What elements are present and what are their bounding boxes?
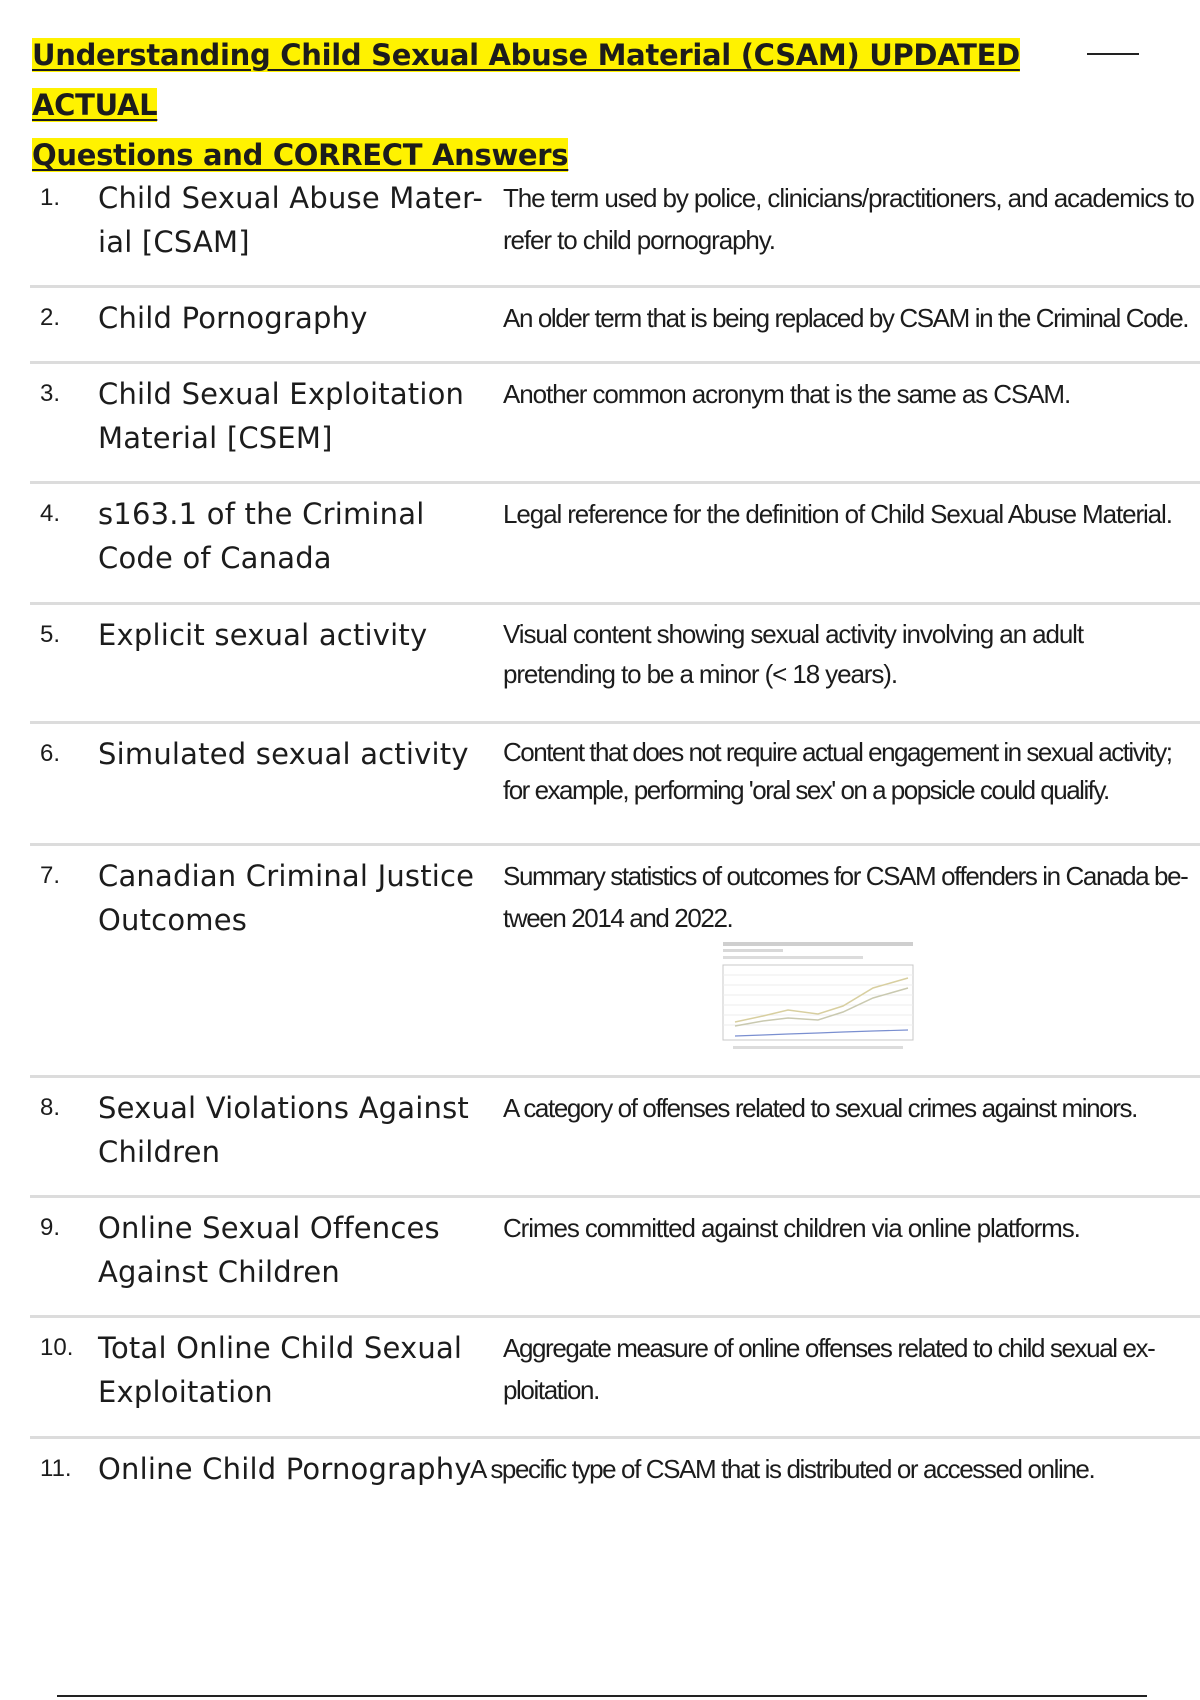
item-number: 9. (40, 1214, 61, 1241)
thumbnail-caption-block (723, 942, 913, 946)
thumbnail-plot-frame (723, 965, 913, 1040)
item-term: Total Online Child Sexual Exploitation (98, 1331, 463, 1409)
item-term: Child Sexual Abuse Mater-ial [CSAM] (98, 181, 484, 259)
thumbnail-legend-block (733, 1046, 903, 1049)
qa-row (30, 1078, 1200, 1198)
title-line-1: Understanding Child Sexual Abuse Material (CSAM) UPDATED ACTUAL (32, 38, 1020, 122)
item-definition: Aggregate measure of online offenses related to child sexual ex-ploitation. (503, 1333, 1155, 1405)
title-trailing-rule (1087, 53, 1139, 55)
item-number: 5. (40, 621, 61, 648)
item-number: 8. (40, 1094, 61, 1121)
item-term: Sexual Violations Against Children (98, 1091, 469, 1169)
thumbnail-gridlines (723, 975, 913, 1025)
item-definition: A category of offenses related to sexual crimes against minors. (503, 1093, 1137, 1123)
qa-row (30, 168, 1200, 288)
qa-row (30, 846, 1200, 1078)
thumbnail-caption-block (723, 956, 863, 959)
item-term: Online Child Pornography (98, 1452, 472, 1486)
footer-rule (57, 1695, 1147, 1697)
document-title (32, 30, 1132, 180)
item-number: 3. (40, 380, 61, 407)
item-number: 4. (40, 500, 61, 527)
item-term: Simulated sexual activity (98, 737, 469, 771)
item-number: 11. (40, 1455, 72, 1482)
item-term: Explicit sexual activity (98, 618, 428, 652)
thumbnail-series-line (735, 1030, 908, 1036)
item-term: Child Sexual Exploitation Material [CSEM] (98, 377, 465, 455)
item-definition: An older term that is being replaced by CSAM in the Criminal Code. (503, 303, 1189, 333)
thumbnail-caption-block (723, 949, 783, 952)
item-number: 6. (40, 740, 61, 767)
item-definition: Legal reference for the definition of Child Sexual Abuse Material. (503, 499, 1172, 529)
item-number: 1. (40, 184, 61, 211)
item-number: 2. (40, 304, 61, 331)
item-definition: A specific type of CSAM that is distributed or accessed online. (470, 1454, 1095, 1484)
qa-row (30, 1439, 1200, 1519)
item-definition: Summary statistics of outcomes for CSAM offenders in Canada be-tween 2014 and 2022. (503, 861, 1188, 933)
item-term: Online Sexual Offences Against Children (98, 1211, 440, 1289)
qa-row (30, 1198, 1200, 1318)
qa-row (30, 364, 1200, 484)
title-line-2: Questions and CORRECT Answers (32, 138, 569, 172)
thumbnail-series-line (735, 988, 908, 1026)
item-number: 7. (40, 862, 61, 889)
item-number: 10. (40, 1334, 74, 1361)
qa-row (30, 1318, 1200, 1439)
qa-row (30, 605, 1200, 724)
item-definition: Another common acronym that is the same as CSAM. (503, 379, 1071, 409)
qa-row (30, 484, 1200, 605)
item-term: Child Pornography (98, 301, 368, 335)
qa-row (30, 288, 1200, 364)
item-definition: Visual content showing sexual activity involving an adult pretending to be a minor (< 18 years). (503, 619, 1083, 689)
qa-list (30, 168, 1200, 1519)
item-term: s163.1 of the Criminal Code of Canada (98, 497, 425, 575)
item-definition: The term used by police, clinicians/practitioners, and academics to refer to child pornography. (503, 183, 1194, 255)
chart-thumbnail (693, 940, 933, 1055)
item-definition: Content that does not require actual engagement in sexual activity; for example, performing 'oral sex' on a popsicle could qualify. (503, 737, 1172, 805)
qa-row (30, 724, 1200, 846)
item-definition: Crimes committed against children via online platforms. (503, 1213, 1080, 1243)
item-term: Canadian Criminal Justice Outcomes (98, 859, 475, 937)
